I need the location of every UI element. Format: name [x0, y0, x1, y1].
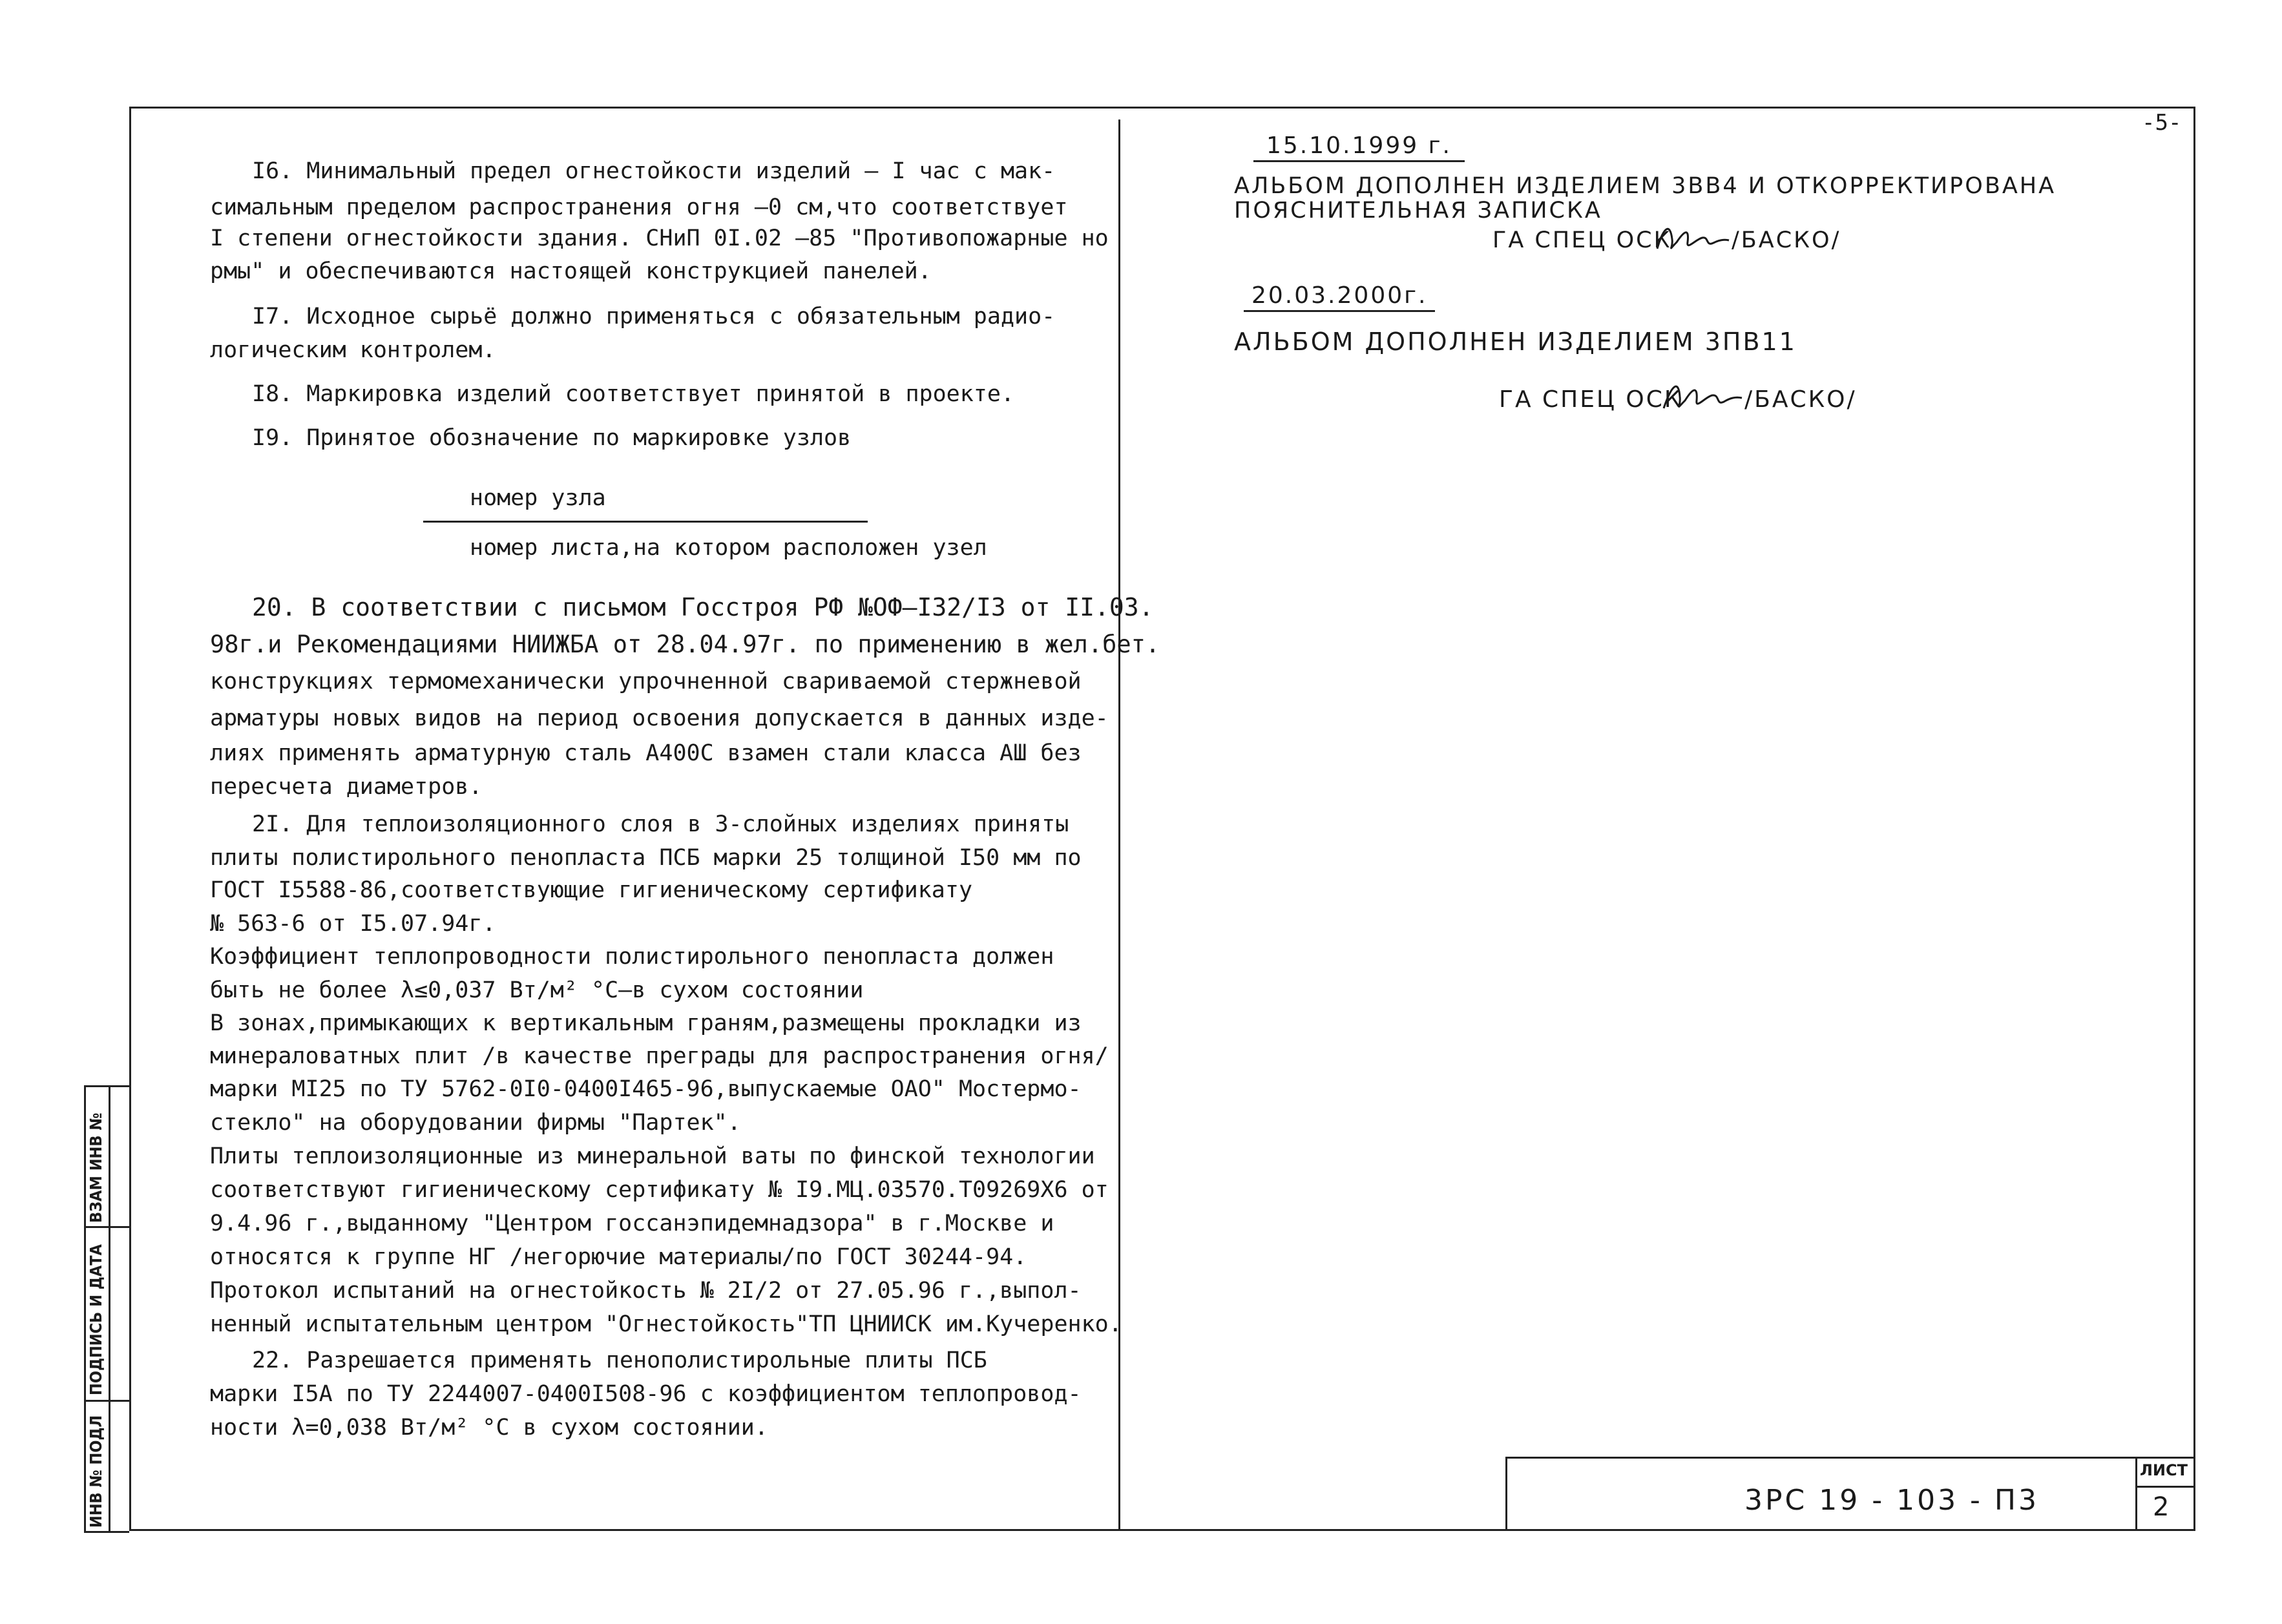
text-line: Коэффициент теплопроводности полистирольного пенопласта должен: [210, 944, 1054, 970]
text-line: Плиты теплоизоляционные из минеральной ваты по финской технологии: [210, 1143, 1095, 1169]
sheet-number: 2: [2153, 1492, 2172, 1522]
text-line: I6. Минимальный предел огнестойкости изделий – I час с мак-: [252, 158, 1056, 184]
text-line: конструкциях термомеханически упрочненной свариваемой стержневой: [210, 669, 1082, 694]
revision-sign-2-position: ГА СПЕЦ ОСК: [1499, 386, 1683, 413]
text-line: В зонах,примыкающих к вертикальным граням,размещены прокладки из: [210, 1010, 1082, 1036]
stamp-div2: [84, 1400, 129, 1402]
stamp-field-vzam-inv: ВЗАМ ИНВ №: [87, 1112, 105, 1223]
text-line: I степени огнестойкости здания. СНиП 0I.02 –85 "Противопожарные но: [210, 225, 1109, 251]
signature-1: [1654, 220, 1732, 258]
signature-2: [1660, 376, 1744, 417]
stamp-bottom: [84, 1531, 129, 1533]
revision-note-1-line2: ПОЯСНИТЕЛЬНАЯ ЗАПИСКА: [1234, 198, 1602, 224]
stamp-field-inv-podl: ИНВ № ПОДЛ: [87, 1415, 105, 1528]
text-line: симальным пределом распространения огня –0 см,что соответствует: [210, 194, 1068, 220]
text-line: Протокол испытаний на огнестойкость № 2I/2 от 27.05.96 г.,выпол-: [210, 1278, 1082, 1304]
text-line: I7. Исходное сырьё должно применяться с обязательным радио-: [252, 304, 1056, 329]
text-line: марки МI25 по ТУ 5762-0I0-0400I465-96,выпускаемые ОАО" Мостермо-: [210, 1076, 1082, 1102]
stamp-border-mid: [109, 1085, 110, 1531]
stamp-border-left: [84, 1085, 86, 1531]
sheet-label: ЛИСТ: [2140, 1461, 2188, 1479]
text-line: марки I5А по ТУ 2244007-0400I508-96 с коэффициентом теплопровод-: [210, 1381, 1082, 1407]
title-block-top: [1505, 1457, 2195, 1459]
text-line: арматуры новых видов на период освоения допускается в данных изде-: [210, 705, 1109, 731]
revision-date-1: 15.10.1999 г.: [1253, 132, 1465, 162]
text-line: рмы" и обеспечиваются настоящей конструкцией панелей.: [210, 258, 932, 284]
stamp-field-signature-date: ПОДПИСЬ И ДАТА: [87, 1244, 105, 1395]
title-block-sheet-divider: [2135, 1457, 2137, 1531]
text-line: 22. Разрешается применять пенополистирольные плиты ПСБ: [252, 1348, 987, 1373]
fraction-bar: [423, 521, 868, 523]
text-line: пересчета диаметров.: [210, 774, 483, 800]
text-line: I9. Принятое обозначение по маркировке узлов: [252, 425, 852, 451]
text-line: I8. Маркировка изделий соответствует принятой в проекте.: [252, 381, 1015, 407]
text-line: быть не более λ≤0,037 Вт/м² °С–в сухом состоянии: [210, 977, 864, 1003]
text-line: логическим контролем.: [210, 337, 496, 363]
text-line: ГОСТ I5588-86,соответствующие гигиеническому сертификату: [210, 877, 973, 903]
revision-note-1-line1: АЛЬБОМ ДОПОЛНЕН ИЗДЕЛИЕМ 3ВВ4 И ОТКОРРЕКТИРОВАНА: [1234, 173, 2057, 199]
page-number: -5-: [2142, 110, 2182, 136]
revision-date-2: 20.03.2000г.: [1244, 282, 1435, 312]
text-line: минераловатных плит /в качестве преграды для распространения огня/: [210, 1043, 1109, 1069]
text-line: ности λ=0,038 Вт/м² °С в сухом состоянии.: [210, 1415, 768, 1441]
revision-sign-1-name: /БАСКО/: [1732, 227, 1841, 253]
text-line: лиях применять арматурную сталь А400С взамен стали класса АШ без: [210, 740, 1082, 766]
revision-sign-2-name: /БАСКО/: [1744, 386, 1857, 413]
text-line: соответствуют гигиеническому сертификату № I9.МЦ.03570.Т09269Х6 от: [210, 1177, 1109, 1203]
text-line: 98г.и Рекомендациями НИИЖБА от 28.04.97г. по применению в жел.бет.: [210, 630, 1160, 658]
stamp-div1: [84, 1226, 129, 1228]
title-block-left: [1505, 1457, 1507, 1531]
text-line: 2I. Для теплоизоляционного слоя в 3-слойных изделиях приняты: [252, 811, 1069, 837]
revision-note-2: АЛЬБОМ ДОПОЛНЕН ИЗДЕЛИЕМ 3ПВ11: [1234, 328, 1797, 356]
text-line: стекло" на оборудовании фирмы "Партек".: [210, 1110, 741, 1136]
text-line: № 563-6 от I5.07.94г.: [210, 911, 496, 937]
text-line: 20. В соответствии с письмом Госстроя РФ №ОФ–I32/I3 от II.03.: [252, 593, 1154, 621]
node-number-label: номер узла: [470, 485, 606, 511]
stamp-top: [84, 1085, 129, 1087]
revision-sign-1-position: ГА СПЕЦ ОСК: [1492, 227, 1672, 253]
sheet-number-label: номер листа,на котором расположен узел: [470, 535, 987, 561]
text-line: относятся к группе НГ /негорючие материалы/по ГОСТ 30244-94.: [210, 1244, 1027, 1270]
title-block-sheet-label-line: [2135, 1486, 2195, 1488]
text-line: 9.4.96 г.,выданному "Центром госсанэпидемнадзора" в г.Москве и: [210, 1211, 1054, 1236]
text-line: ненный испытательным центром "Огнестойкость"ТП ЦНИИСК им.Кучеренко.: [210, 1311, 1122, 1337]
text-line: плиты полистирольного пенопласта ПСБ марки 25 толщиной I50 мм по: [210, 845, 1082, 871]
document-designation: 3РС 19 - 103 - П3: [1744, 1484, 2039, 1517]
